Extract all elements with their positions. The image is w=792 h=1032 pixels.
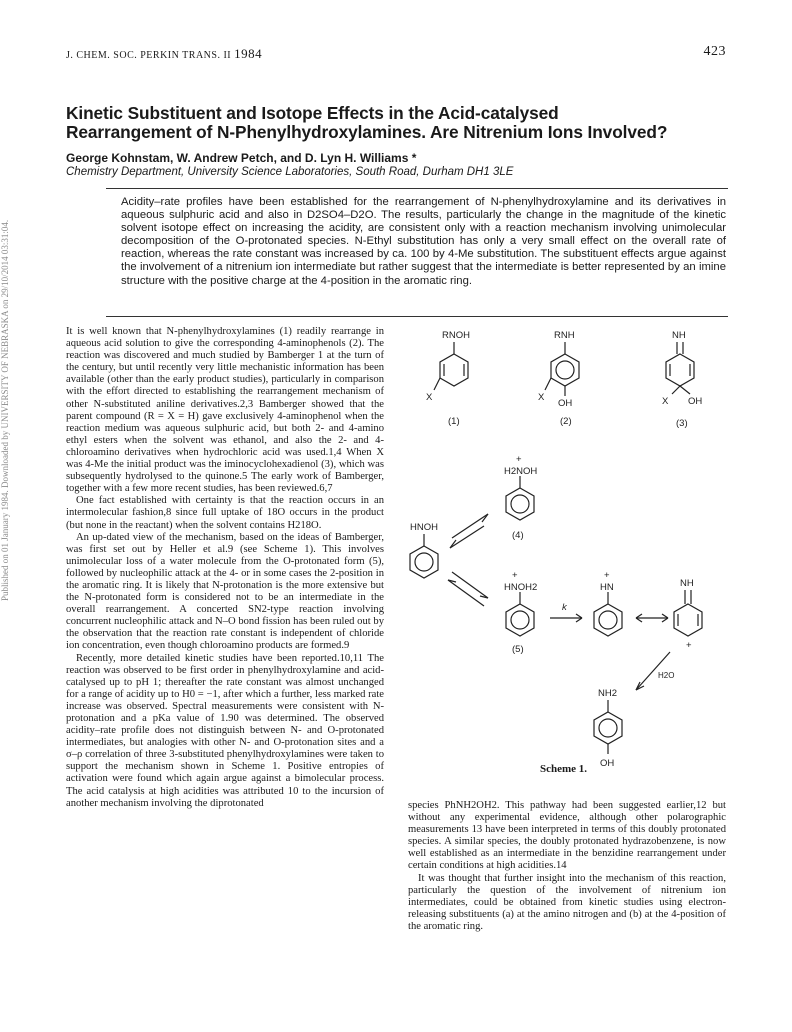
scheme-1-figure (400, 326, 730, 786)
journal-year: 1984 (234, 46, 263, 61)
compound-3-substituent-x: X (662, 396, 669, 407)
paragraph-intermolecular: One fact established with certainty is that the reaction occurs in an intermolecular fashion,8 since full uptake of 18O occurs in the product (but none in the reactant) when the solvent contains H218O. (66, 495, 384, 531)
paragraph-diprotonated: species PhNH2OH2. This pathway had been suggested earlier,12 but without any experimental evidence, although other polarographic measurements 13 have been interpreted in terms of this doubly protonated species. A similar species, the doubly protonated hydrazobenzene, is now well established as an intermediate in the benzidine rearrangement under certain conditions at high acidities.14 (408, 800, 726, 872)
compound-3-substituent-oh: OH (688, 396, 703, 407)
abstract-bottom-rule (106, 316, 728, 317)
abstract-top-rule (106, 188, 728, 189)
imine-ring (674, 590, 702, 636)
journal-citation: J. CHEM. SOC. PERKIN TRANS. II 1984 (66, 46, 263, 61)
compound-3-ring (666, 342, 694, 394)
reaction-scheme-diagram (400, 326, 730, 786)
starting-compound-ring (410, 534, 438, 578)
compound-2-ring (545, 342, 579, 396)
aminophenol-substituent: OH (600, 758, 615, 769)
equilibrium-arrows-upper (450, 514, 488, 548)
paragraph-aims: It was thought that further insight into the mechanism of this reaction, particularly the question of the involvement of nitrenium ion intermediates, could be obtained from kinetic studies using electron-releasing substituents (a) at the amino nitrogen and (b) at the 4-position of the aromatic ring. (408, 872, 726, 932)
body-left-column (66, 326, 384, 810)
compound-2-number: (2) (560, 416, 572, 427)
affiliation: Chemistry Department, University Science Laboratories, South Road, Durham DH1 3LE (66, 166, 514, 178)
compound-4-charge: + (516, 454, 522, 465)
compound-1-substituent: X (426, 392, 433, 403)
aminophenol-label: NH2 (598, 688, 618, 699)
compound-5-charge: + (512, 570, 518, 581)
nitrenium-ring (594, 592, 622, 636)
compound-3-number: (3) (676, 418, 688, 429)
compound-5-label: HNOH2 (504, 582, 538, 593)
starting-compound-label: HNOH (410, 522, 438, 533)
compound-1-label: RNOH (442, 330, 470, 341)
compound-4-number: (4) (512, 530, 524, 541)
author-list: George Kohnstam, W. Andrew Petch, and D. Lyn H. Williams * (66, 151, 417, 165)
nitrenium-charge: + (604, 570, 610, 581)
water-label: H2O (658, 671, 675, 680)
compound-2-substituent-x: X (538, 392, 545, 403)
abstract: Acidity–rate profiles have been established for the rearrangement of N-phenylhydroxylamine and its derivatives in aqueous sulphuric acid and also in D2SO4–D2O. The results, particularly the change in the magnitude of the kinetic solvent isotope effect on increasing the acidity, are consistent only with a reaction mechanism involving unimolecular decomposition of the O-protonated species. N-Ethyl substitution has only a very small effect on the overall rate of reaction, whereas the rate constant was increased by ca. 100 by 4-Me substitution. The substituent effects argue against the involvement of a nitrenium ion intermediate but rather suggest that the intermediate is better represented by an imine structure with the positive charge at the 4-position in the aromatic ring. (121, 196, 726, 287)
compound-3-label: NH (672, 330, 686, 341)
title-line-1: Kinetic Substituent and Isotope Effects in the Acid-catalysed (66, 103, 559, 123)
compound-5-ring (506, 592, 534, 636)
scheme-caption: Scheme 1. (540, 763, 588, 775)
paragraph-intro: It is well known that N-phenylhydroxylamines (1) readily rearrange in aqueous acid solution to give the corresponding 4-aminophenols (2). The reaction was discovered and much studied by Bamberger 1 at the turn of the century, but until recently very little mechanistic information has been available (other than the early product studies), particularly in comparison with the effort directed to establishing the rearrangement mechanism of other N-substituted aniline derivatives.2,3 Bamberger showed that the parent compound (R = X = H) gave exclusively 4-aminophenol when the reaction medium was aqueous sulphuric acid, but both 2- and 4-amino ethyl esters when the solvent was ethanol, and also the 2- and 4-chloroamino derivatives when hydrochloric acid was used.1,4 When X was 4-Me the initial product was the iminocyclohexadienol (3), which was subsequently hydrolysed to the quinone.5 The early work of Bamberger, together with a few more recent studies, has been reviewed.6,7 (66, 326, 384, 495)
compound-2-label: RNH (554, 330, 575, 341)
nitrenium-label: HN (600, 582, 614, 593)
running-header (66, 44, 726, 60)
aminophenol-ring (594, 700, 622, 754)
rate-constant-label: k (562, 602, 567, 613)
compound-4-ring (506, 476, 534, 520)
compound-2-substituent-oh: OH (558, 398, 573, 409)
imine-label: NH (680, 578, 694, 589)
compound-1-ring (434, 342, 468, 390)
paragraph-kinetics: Recently, more detailed kinetic studies have been reported.10,11 The reaction was observed to be first order in phenylhydroxylamine and acid-catalysed up to pH 1; thereafter the rate constant was almost unchanged for a range of acidity up to H0 = −1, after which a further, less marked rate increase was observed. Spectral measurements were consistent with N-protonation and a pKa value of 1.90 was determined. The observed acidity–rate profile does not distinguish between N- and O-protonated intermediates, but analogies with other N- and O-protonation sites and a σ–ρ correlation of three 3-substituted phenylhydroxylamines were taken to support the mechanism shown in Scheme 1. Positive entropies of activation were found which again argue against a bimolecular process. The acid catalysis at high acidities was attributed 10 to the incursion of another mechanism involving the diprotonated (66, 652, 384, 809)
body-right-column (408, 800, 726, 933)
imine-charge: + (686, 640, 692, 651)
resonance-arrow (636, 614, 668, 622)
equilibrium-arrows-lower (448, 572, 488, 606)
compound-1-number: (1) (448, 416, 460, 427)
article-title (66, 104, 746, 142)
paragraph-mechanism: An up-dated view of the mechanism, based on the ideas of Bamberger, was first set out by Heller et al.9 (see Scheme 1). This involves unimolecular loss of a water molecule from the O-protonated form (5), followed by nucleophilic attack at the 4- or in some cases the 2-position in the aromatic ring. It is likely that N-protonation is the more extensive but the N-protonated form is considered not to be an intermediate in the overall rearrangement. A concerted SN2-type reaction involving concurrent nucleophilic attack and N–O bond fission has been ruled out by the observation that the reaction rate constant is independent of chloride ion concentration, even though chloroamino products are formed.9 (66, 531, 384, 652)
page-number: 423 (703, 44, 726, 59)
rate-arrow-k (550, 614, 582, 622)
compound-4-label: H2NOH (504, 466, 538, 477)
compound-5-number: (5) (512, 644, 524, 655)
title-line-2: Rearrangement of N-Phenylhydroxylamines. Are Nitrenium Ions Involved? (66, 122, 668, 142)
download-watermark: Published on 01 January 1984. Downloaded by UNIVERSITY OF NEBRASKA on 29/10/2014 03:31:04. (0, 219, 10, 601)
